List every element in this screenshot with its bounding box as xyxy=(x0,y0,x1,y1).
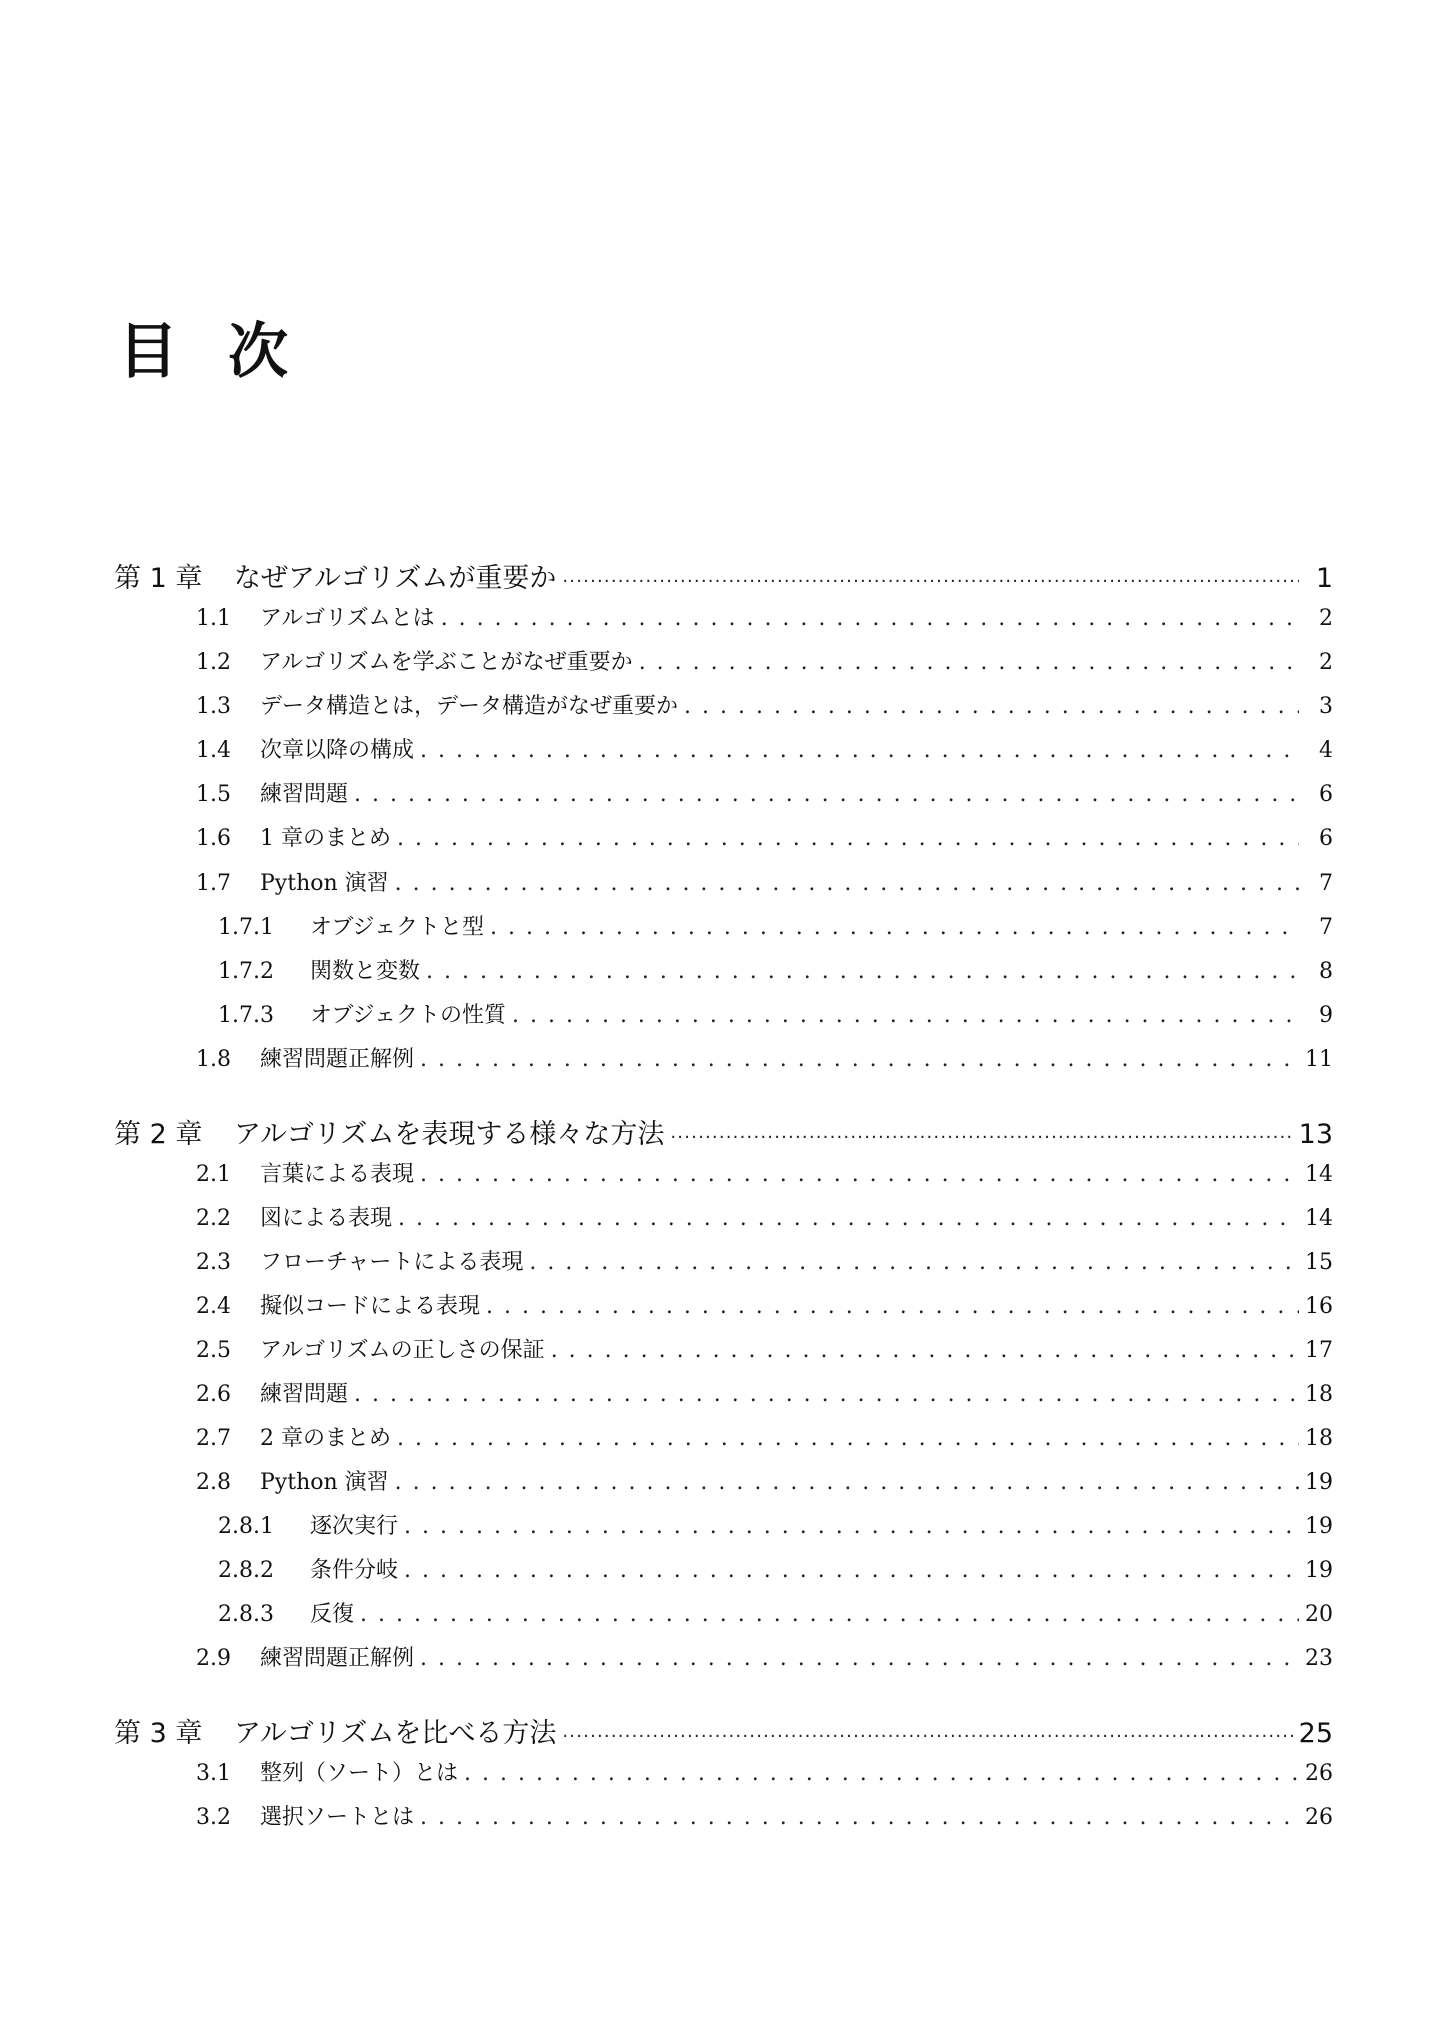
page-number: 26 xyxy=(1305,1805,1333,1830)
dot-leader xyxy=(354,782,1299,807)
toc-entry-section-2-3[interactable] xyxy=(196,1245,1333,1276)
section-number: 2.8 xyxy=(196,1470,231,1495)
chapter-number: 第 2 章 xyxy=(114,1119,203,1150)
dot-leader xyxy=(395,1470,1299,1495)
toc-entry-subsection-2-8-3[interactable] xyxy=(218,1597,1333,1628)
subsection-title: オブジェクトの性質 xyxy=(310,1003,507,1028)
chapter-title: アルゴリズムを比べる方法 xyxy=(234,1718,557,1749)
toc-entry-section-2-9[interactable] xyxy=(196,1641,1333,1672)
section-title: 整列（ソート）とは xyxy=(260,1761,459,1786)
dot-leader xyxy=(670,1127,1292,1148)
section-number: 2.2 xyxy=(196,1206,231,1231)
dot-leader xyxy=(639,650,1299,675)
subsection-number: 2.8.3 xyxy=(218,1602,274,1627)
page-number: 2 xyxy=(1319,650,1333,675)
page-number: 18 xyxy=(1305,1382,1333,1407)
section-title: 練習問題 xyxy=(260,782,349,807)
dot-leader xyxy=(404,1514,1299,1539)
toc-entry-section-1-4[interactable] xyxy=(196,733,1333,764)
toc-entry-chapter-1[interactable] xyxy=(114,556,1333,595)
dot-leader xyxy=(360,1602,1299,1627)
section-title: Python 演習 xyxy=(260,1470,389,1495)
page-number: 19 xyxy=(1305,1470,1333,1495)
section-title: データ構造とは，データ構造がなぜ重要か xyxy=(260,694,679,719)
subsection-title: オブジェクトと型 xyxy=(310,915,485,940)
section-number: 1.1 xyxy=(196,606,231,631)
section-title: Python 演習 xyxy=(260,871,389,896)
section-number: 2.7 xyxy=(196,1426,231,1451)
page-number: 7 xyxy=(1319,871,1333,896)
toc-entry-section-2-4[interactable] xyxy=(196,1289,1333,1320)
dot-leader xyxy=(397,826,1299,851)
toc-entry-subsection-2-8-2[interactable] xyxy=(218,1553,1333,1584)
page-number: 25 xyxy=(1298,1718,1333,1749)
page-number: 14 xyxy=(1305,1206,1333,1231)
dot-leader xyxy=(684,694,1299,719)
subsection-number: 1.7.3 xyxy=(218,1003,274,1028)
dot-leader xyxy=(397,1426,1299,1451)
section-number: 1.6 xyxy=(196,826,231,851)
section-number: 1.5 xyxy=(196,782,231,807)
page-number: 11 xyxy=(1305,1047,1333,1072)
dot-leader xyxy=(441,606,1299,631)
dot-leader xyxy=(420,738,1299,763)
subsection-title: 条件分岐 xyxy=(310,1558,399,1583)
section-title: 練習問題 xyxy=(260,1382,349,1407)
section-title: 練習問題正解例 xyxy=(260,1047,415,1072)
dot-leader xyxy=(490,915,1299,940)
page-number: 1 xyxy=(1315,563,1333,594)
chapter-number: 第 1 章 xyxy=(114,563,203,594)
toc-entry-section-1-5[interactable] xyxy=(196,777,1333,808)
toc-entry-subsection-2-8-1[interactable] xyxy=(218,1509,1333,1540)
page-number: 18 xyxy=(1305,1426,1333,1451)
section-title: 言葉による表現 xyxy=(260,1162,415,1187)
section-title: 次章以降の構成 xyxy=(260,738,415,763)
section-title: 選択ソートとは xyxy=(260,1805,415,1830)
section-title: 図による表現 xyxy=(260,1206,393,1231)
toc-entry-section-2-6[interactable] xyxy=(196,1377,1333,1408)
page-number: 26 xyxy=(1305,1761,1333,1786)
page-number: 4 xyxy=(1319,738,1333,763)
page-number: 17 xyxy=(1305,1338,1333,1363)
page-number: 16 xyxy=(1305,1294,1333,1319)
page-number: 9 xyxy=(1319,1003,1333,1028)
page-number: 3 xyxy=(1319,694,1333,719)
chapter-number: 第 3 章 xyxy=(114,1718,203,1749)
section-number: 2.1 xyxy=(196,1162,231,1187)
section-title: アルゴリズムの正しさの保証 xyxy=(260,1338,545,1363)
dot-leader xyxy=(562,571,1299,592)
section-title: 擬似コードによる表現 xyxy=(260,1294,481,1319)
section-number: 2.4 xyxy=(196,1294,231,1319)
toc-entry-section-3-2[interactable] xyxy=(196,1800,1333,1831)
toc-entry-subsection-1-7-1[interactable] xyxy=(218,910,1333,941)
page-number: 2 xyxy=(1319,606,1333,631)
dot-leader xyxy=(420,1162,1299,1187)
subsection-title: 反復 xyxy=(310,1602,355,1627)
toc-entry-subsection-1-7-3[interactable] xyxy=(218,998,1333,1029)
section-number: 1.4 xyxy=(196,738,231,763)
section-number: 1.8 xyxy=(196,1047,231,1072)
toc-entry-chapter-2[interactable] xyxy=(114,1112,1333,1151)
dot-leader xyxy=(551,1338,1299,1363)
page-number: 19 xyxy=(1305,1514,1333,1539)
dot-leader xyxy=(486,1294,1299,1319)
dot-leader xyxy=(529,1250,1299,1275)
page-number: 8 xyxy=(1319,959,1333,984)
page-number: 15 xyxy=(1305,1250,1333,1275)
page-number: 6 xyxy=(1319,782,1333,807)
toc-entry-section-1-8[interactable] xyxy=(196,1042,1333,1073)
toc-entry-section-1-2[interactable] xyxy=(196,645,1333,676)
dot-leader xyxy=(398,1206,1299,1231)
toc-entry-section-1-7[interactable] xyxy=(196,866,1333,897)
page-number: 20 xyxy=(1305,1602,1333,1627)
toc-entry-section-1-3[interactable] xyxy=(196,689,1333,720)
page-number: 6 xyxy=(1319,826,1333,851)
dot-leader xyxy=(420,1646,1299,1671)
toc-entry-section-1-1[interactable] xyxy=(196,601,1333,632)
dot-leader xyxy=(512,1003,1299,1028)
subsection-number: 2.8.2 xyxy=(218,1558,274,1583)
page-number: 13 xyxy=(1298,1119,1333,1150)
section-title: 1 章のまとめ xyxy=(260,826,391,851)
dot-leader xyxy=(420,1047,1299,1072)
page-number: 7 xyxy=(1319,915,1333,940)
dot-leader xyxy=(354,1382,1299,1407)
subsection-title: 逐次実行 xyxy=(310,1514,399,1539)
section-number: 1.7 xyxy=(196,871,231,896)
section-number: 3.2 xyxy=(196,1805,231,1830)
toc-entry-section-2-1[interactable] xyxy=(196,1157,1333,1188)
section-title: アルゴリズムとは xyxy=(260,606,435,631)
toc-entry-section-2-7[interactable] xyxy=(196,1421,1333,1452)
toc-entry-section-2-2[interactable] xyxy=(196,1201,1333,1232)
dot-leader xyxy=(404,1558,1299,1583)
section-title: アルゴリズムを学ぶことがなぜ重要か xyxy=(260,650,633,675)
section-number: 1.2 xyxy=(196,650,231,675)
section-number: 3.1 xyxy=(196,1761,231,1786)
toc-entry-section-3-1[interactable] xyxy=(196,1756,1333,1787)
section-title: 練習問題正解例 xyxy=(260,1646,415,1671)
page-number: 23 xyxy=(1305,1646,1333,1671)
dot-leader xyxy=(464,1761,1299,1786)
section-number: 2.9 xyxy=(196,1646,231,1671)
toc-entry-chapter-3[interactable] xyxy=(114,1711,1333,1750)
section-number: 2.3 xyxy=(196,1250,231,1275)
toc-entry-section-2-5[interactable] xyxy=(196,1333,1333,1364)
section-title: 2 章のまとめ xyxy=(260,1426,391,1451)
dot-leader xyxy=(420,1805,1299,1830)
dot-leader xyxy=(395,871,1299,896)
section-title: フローチャートによる表現 xyxy=(260,1250,524,1275)
section-number: 2.5 xyxy=(196,1338,231,1363)
toc-entry-section-2-8[interactable] xyxy=(196,1465,1333,1496)
page-title: 目次 xyxy=(118,317,338,387)
subsection-number: 1.7.2 xyxy=(218,959,274,984)
section-number: 1.3 xyxy=(196,694,231,719)
chapter-title: アルゴリズムを表現する様々な方法 xyxy=(234,1119,665,1150)
subsection-title: 関数と変数 xyxy=(310,959,421,984)
page-number: 19 xyxy=(1305,1558,1333,1583)
section-number: 2.6 xyxy=(196,1382,231,1407)
page-number: 14 xyxy=(1305,1162,1333,1187)
toc-entry-section-1-6[interactable] xyxy=(196,821,1333,852)
toc-entry-subsection-1-7-2[interactable] xyxy=(218,954,1333,985)
chapter-title: なぜアルゴリズムが重要か xyxy=(234,563,557,594)
subsection-number: 2.8.1 xyxy=(218,1514,274,1539)
dot-leader xyxy=(426,959,1299,984)
dot-leader xyxy=(562,1726,1292,1747)
subsection-number: 1.7.1 xyxy=(218,915,274,940)
